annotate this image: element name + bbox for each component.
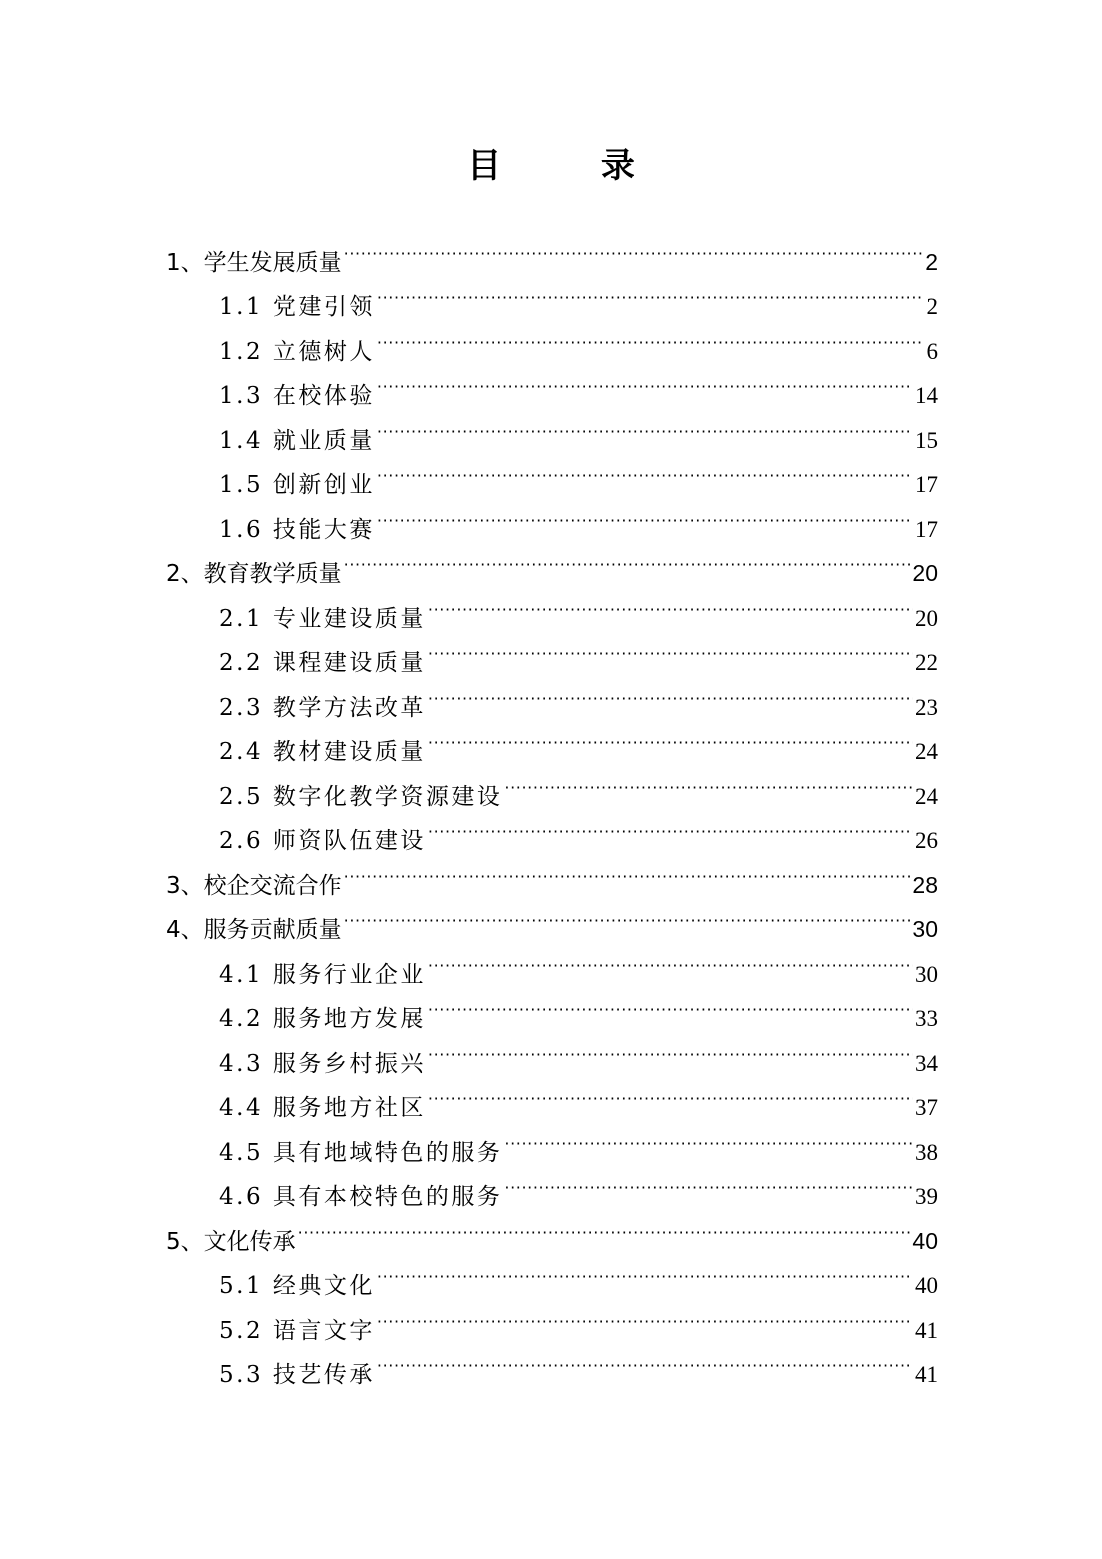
dot-leader — [377, 403, 913, 448]
toc-page-number: 33 — [915, 1006, 938, 1031]
toc-page-number: 24 — [915, 783, 938, 809]
toc-entry-label: 2.3 教学方法改革 — [219, 694, 426, 721]
toc-entry-label: 5.3 技艺传承 — [219, 1362, 375, 1388]
toc-page-number: 2 — [925, 248, 938, 275]
toc-entry-label: 1.1 党建引领 — [219, 294, 375, 320]
toc-entry-label: 4、服务贡献质量 — [166, 917, 342, 943]
toc-page-number: 22 — [915, 650, 938, 675]
dot-leader — [428, 937, 913, 982]
toc-page-number: 41 — [915, 1317, 938, 1343]
toc-entry-label: 1.3 在校体验 — [219, 383, 375, 409]
dot-leader — [377, 1249, 913, 1294]
toc-page-number: 41 — [915, 1362, 938, 1387]
toc-entry-label: 3、校企交流合作 — [166, 872, 342, 899]
toc-page-number: 40 — [912, 1227, 938, 1254]
dot-leader — [377, 448, 913, 493]
dot-leader — [377, 359, 913, 404]
dot-leader — [504, 759, 913, 804]
dot-leader — [504, 1160, 913, 1205]
toc-entry-label: 4.4 服务地方社区 — [219, 1095, 426, 1121]
toc-entry-label: 4.3 服务乡村振兴 — [219, 1050, 426, 1077]
toc-page-number: 17 — [915, 472, 938, 497]
toc-entry-label: 2.5 数字化教学资源建设 — [219, 783, 503, 810]
toc-page-number: 20 — [912, 560, 938, 586]
toc-entry-label: 1、学生发展质量 — [166, 249, 342, 276]
toc-entry-label: 2.6 师资队伍建设 — [219, 828, 426, 854]
toc-page-number: 15 — [915, 427, 938, 453]
toc-page-number: 30 — [915, 961, 938, 987]
dot-leader — [504, 1115, 913, 1160]
dot-leader — [428, 1026, 913, 1071]
toc-entry-label: 4.2 服务地方发展 — [219, 1006, 426, 1032]
dot-leader — [344, 537, 911, 582]
toc-entry-label: 2.4 教材建设质量 — [219, 739, 426, 765]
dot-leader — [428, 626, 913, 671]
toc-entry-label: 2、教育教学质量 — [166, 561, 342, 587]
dot-leader — [298, 1204, 911, 1249]
dot-leader — [344, 225, 924, 270]
toc-entry-label: 1.5 创新创业 — [219, 472, 375, 498]
toc-entry-label: 5、文化传承 — [166, 1228, 296, 1255]
toc-page-number: 23 — [915, 694, 938, 720]
toc-page-number: 34 — [915, 1050, 938, 1076]
toc-entry-label: 1.2 立德树人 — [219, 338, 375, 365]
toc-entry-label: 1.6 技能大赛 — [219, 516, 375, 543]
toc-page-number: 2 — [926, 294, 938, 319]
dot-leader — [377, 314, 924, 359]
dot-leader — [428, 670, 913, 715]
table-of-contents — [166, 225, 938, 1388]
toc-entry-label: 5.2 语言文字 — [219, 1317, 375, 1344]
dot-leader — [428, 1071, 913, 1116]
dot-leader — [428, 715, 913, 760]
toc-page-number: 17 — [915, 516, 938, 542]
dot-leader — [344, 893, 911, 938]
dot-leader — [428, 982, 913, 1027]
toc-entry-label: 4.5 具有地域特色的服务 — [219, 1139, 503, 1166]
toc-title: 目 录 — [467, 146, 679, 186]
toc-page-number: 30 — [912, 916, 938, 942]
toc-entry-label: 1.4 就业质量 — [219, 427, 375, 454]
toc-page-number: 20 — [915, 605, 938, 631]
dot-leader — [377, 1293, 913, 1338]
toc-page-number: 6 — [926, 338, 938, 364]
dot-leader — [344, 848, 911, 893]
toc-page-number: 37 — [915, 1095, 938, 1120]
toc-entry-label: 2.1 专业建设质量 — [219, 605, 426, 632]
toc-entry-label: 2.2 课程建设质量 — [219, 650, 426, 676]
dot-leader — [428, 804, 913, 849]
dot-leader — [377, 1338, 913, 1383]
dot-leader — [377, 270, 924, 315]
toc-page-number: 39 — [915, 1184, 938, 1209]
toc-chapter-entry[interactable] — [166, 225, 938, 276]
toc-entry-label: 4.6 具有本校特色的服务 — [219, 1184, 503, 1210]
dot-leader — [377, 492, 913, 537]
toc-page-number: 40 — [915, 1273, 938, 1298]
toc-page-number: 24 — [915, 739, 938, 764]
dot-leader — [428, 581, 913, 626]
toc-page-number: 14 — [915, 383, 938, 408]
toc-page-number: 28 — [912, 871, 938, 898]
toc-page-number: 26 — [915, 828, 938, 853]
toc-entry-label: 4.1 服务行业企业 — [219, 961, 426, 988]
toc-page-number: 38 — [915, 1139, 938, 1165]
toc-entry-label: 5.1 经典文化 — [219, 1273, 375, 1299]
